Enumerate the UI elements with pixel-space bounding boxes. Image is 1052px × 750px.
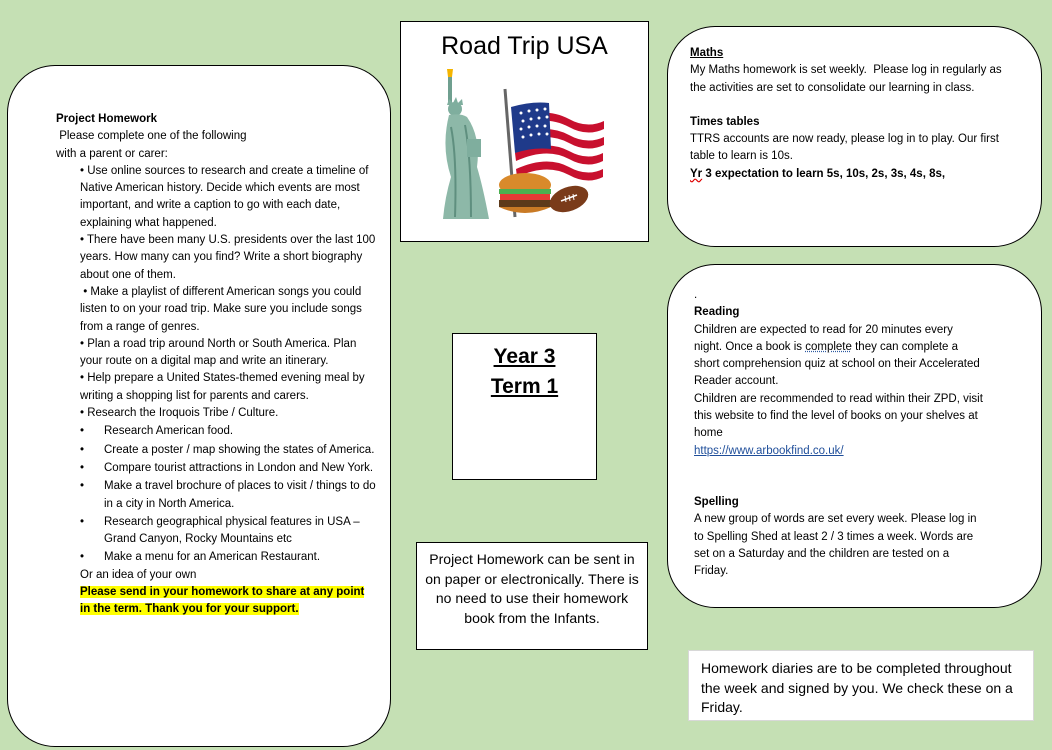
project-option: • Plan a road trip around North or South America. Plan your route on a digital map and write an itinerary. xyxy=(80,337,357,368)
stray-dot: . xyxy=(694,289,698,301)
usa-illustration xyxy=(437,67,609,222)
reading-zpd-text: Children are recommended to read within their ZPD, visit this website to find the level of books on your shelves at home xyxy=(694,392,983,440)
reading-text: Children are expected to read for 20 minutes every night. Once a book is complete they can complete a short comprehension quiz at school on their Accelerated Reader account. xyxy=(694,323,980,388)
spelling-heading: Spelling xyxy=(694,495,739,508)
list-item: • Make a travel brochure of places to visit / things to do in a city in North America. xyxy=(80,480,376,510)
project-intro-2: with a parent or carer: xyxy=(56,147,168,160)
reading-heading: Reading xyxy=(694,306,740,319)
year-term-panel xyxy=(452,333,597,480)
submission-note-panel xyxy=(416,542,648,650)
statue-of-liberty-icon xyxy=(443,69,489,219)
closing-note: Please send in your homework to share at any point in the term. Thank you for your support. xyxy=(80,586,365,616)
project-homework-panel xyxy=(7,65,391,747)
project-option: • Research the Iroquois Tribe / Culture. xyxy=(80,407,279,420)
list-item: • Research American food. xyxy=(80,425,234,438)
list-item: • Make a menu for an American Restaurant. xyxy=(80,551,321,564)
maths-heading: Maths xyxy=(690,47,724,59)
term-label: Term 1 xyxy=(490,375,559,398)
project-options-list-a xyxy=(56,163,376,422)
closing-note-wrapper xyxy=(56,584,376,619)
list-item: • Create a poster / map showing the states of America. xyxy=(80,443,375,456)
project-option: • Use online sources to research and create a timeline of Native American history. Decide which events are most important, and write a caption to go with each date, explaining what happened. xyxy=(80,164,369,229)
homework-diaries-text: Homework diaries are to be completed throughout the week and signed by you. We check these on a Friday. xyxy=(701,660,1013,715)
project-option: • Help prepare a United States-themed evening meal by writing a shopping list for parents and carers. xyxy=(80,372,365,402)
times-tables-heading: Times tables xyxy=(690,115,760,128)
maths-panel xyxy=(667,26,1042,247)
arbookfind-link[interactable]: https://www.arbookfind.co.uk/ xyxy=(694,444,844,457)
submission-note: Project Homework can be sent in on paper or electronically. There is no need to use their homework book from the Infants. xyxy=(425,551,639,626)
project-options-list-b xyxy=(56,423,376,566)
reading-spelling-panel xyxy=(667,264,1042,608)
project-option: • There have been many U.S. presidents over the last 100 years. How many can you find? Write a short biography about one of them. xyxy=(80,234,376,281)
times-tables-text: TTRS accounts are now ready, please log in to play. Our first table to learn is 10s. xyxy=(690,133,999,163)
page-title: Road Trip USA xyxy=(441,32,608,60)
own-idea-text: Or an idea of your own xyxy=(80,568,197,581)
spelling-text: A new group of words are set every week. Please log in to Spelling Shed at least 2 / 3 times a week. Words are set on a Saturday and the children are tested on a Friday. xyxy=(694,513,977,578)
project-option: • Make a playlist of different American songs you could listen to on your road trip. Make sure you include songs from a range of genres. xyxy=(80,285,366,333)
times-tables-expectation: Yr 3 expectation to learn 5s, 10s, 2s, 3s, 4s, 8s, xyxy=(690,167,946,180)
project-heading: Project Homework xyxy=(56,113,157,125)
burger-icon xyxy=(499,173,551,213)
maths-text: My Maths homework is set weekly. Please log in regularly as the activities are set to consolidate our learning in class. xyxy=(690,64,1005,94)
year-label: Year 3 xyxy=(493,345,556,368)
list-item: • Research geographical physical features in USA – Grand Canyon, Rocky Mountains etc xyxy=(80,515,360,546)
title-panel xyxy=(400,21,649,242)
project-intro: Please complete one of the following xyxy=(56,130,247,143)
list-item: • Compare tourist attractions in London and New York. xyxy=(80,461,374,474)
homework-diaries-panel xyxy=(688,650,1034,721)
